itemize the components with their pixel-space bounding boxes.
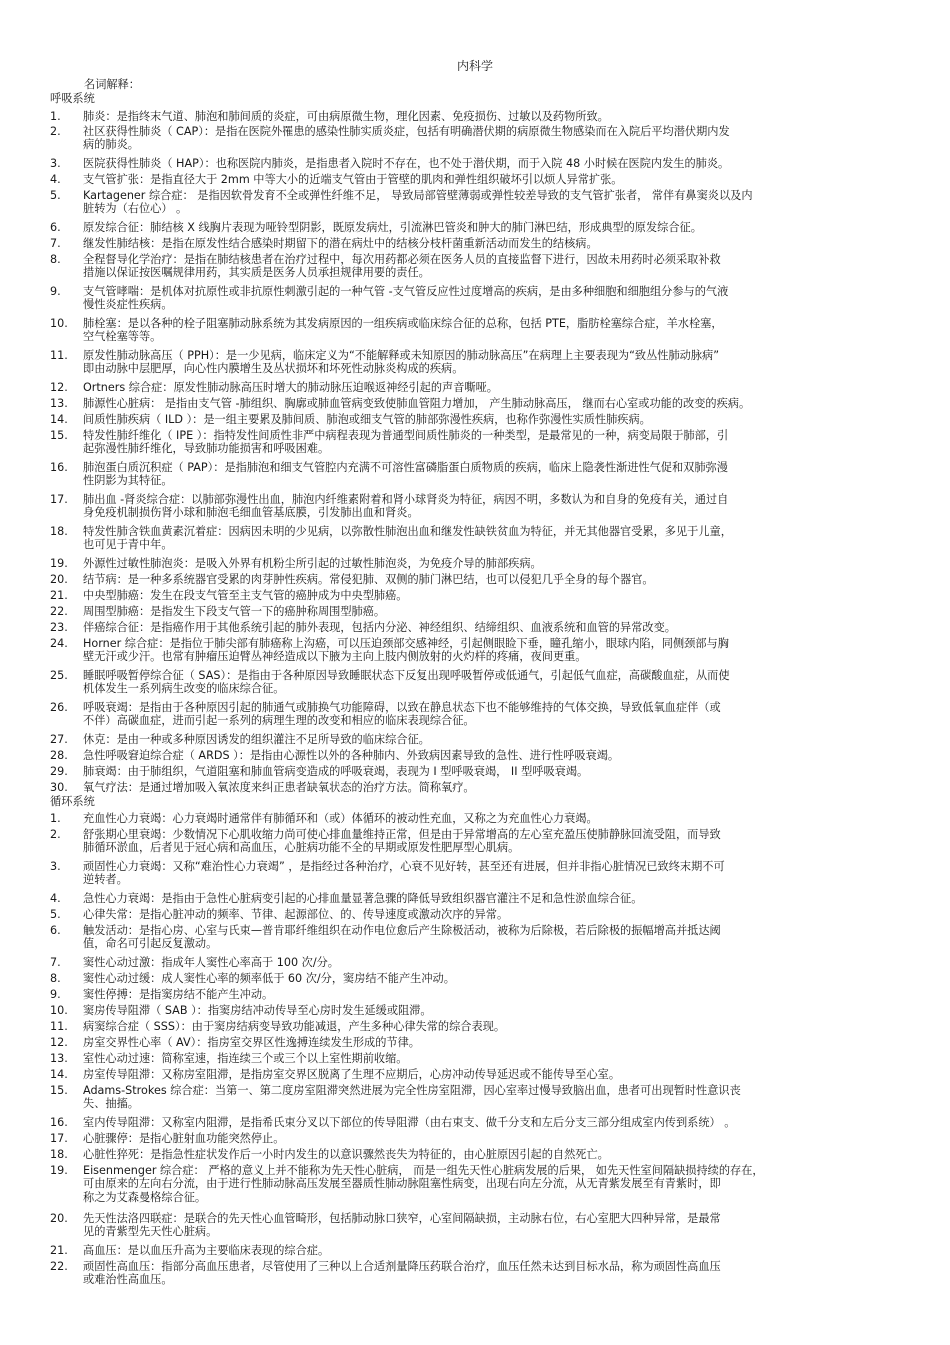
item-text-line: 心律失常：是指心脏冲动的频率、节律、起源部位、的、传导速度或激动次序的异常。 — [83, 908, 509, 921]
item-text — [83, 1068, 913, 1081]
item-text — [83, 765, 913, 778]
item-text — [83, 189, 913, 216]
item-text-line: 心脏骤停：是指心脏射血功能突然停止。 — [83, 1132, 285, 1145]
item-number: 21. — [50, 589, 68, 602]
item-text — [83, 317, 913, 344]
item-text-line: 病的肺炎。 — [83, 138, 139, 152]
item-text-line: 结节病：是一种多系统器官受累的肉芽肿性疾病。常侵犯肺、双侧的肺门淋巴结，也可以侵犯几乎全身的每个器官。 — [83, 573, 654, 586]
item-text-line: 社区获得性肺炎（ CAP）：是指在医院外罹患的感染性肺实质炎症，包括有明确潜伏期的病原微生物感染而在入院后平均潜伏期内发 — [83, 125, 730, 138]
item-text-line: 肺出血 -肾炎综合症：以肺部弥漫性出血，肺泡内纤维素附着和肾小球肾炎为特征，病因不明，多数认为和自身的免疫有关，通过自 — [83, 493, 729, 506]
item-text — [83, 812, 913, 825]
item-text-line: 呼吸衰竭：是指由于各种原因引起的肺通气或肺换气功能障碍，以致在静息状态下也不能够维持的气体交换，导致低氧血症伴（或 — [83, 701, 721, 714]
item-number: 16. — [50, 1116, 68, 1129]
item-text-line: 肺循环淤血，后者见于冠心病和高血压，心脏病功能不全的早期或原发性肥厚型心肌病。 — [83, 841, 520, 855]
document-title: 内科学 — [456, 59, 493, 73]
item-text — [83, 972, 913, 985]
item-number: 28. — [50, 749, 68, 762]
item-text-line: 起弥漫性肺纤维化，导致肺功能损害和呼吸困难。 — [83, 442, 330, 456]
item-text-line: 窦房传导阻滞（ SAB ）：指窦房结冲动传导至心房时发生延缓或阻滞。 — [83, 1004, 432, 1017]
item-text-line: 空气栓塞等等。 — [83, 330, 162, 344]
item-text-line: 机体发生一系列病生改变的临床综合征。 — [83, 682, 285, 696]
item-text-line: 肺源性心脏病： 是指由支气管 -肺组织、胸廓或肺血管病变致使肺血管阻力增加， 产生肺动脉高压， 继而右心室或功能的改变的疾病。 — [83, 397, 751, 410]
item-text-line: 氧气疗法：是通过增加吸入氧浓度来纠正患者缺氧状态的治疗方法。简称氧疗。 — [83, 781, 475, 794]
item-text — [83, 397, 913, 410]
item-text — [83, 1212, 913, 1239]
item-text — [83, 573, 913, 586]
item-text — [83, 637, 913, 664]
item-text-line: 或难治性高血压。 — [83, 1273, 173, 1287]
item-text-line: 伴癌综合征：是指癌作用于其他系统引起的肺外表现，包括内分泌、神经组织、结缔组织、血液系统和血管的异常改变。 — [83, 621, 676, 634]
item-number: 17. — [50, 1132, 68, 1145]
item-number: 17. — [50, 493, 68, 506]
item-text — [83, 237, 913, 250]
item-text — [83, 381, 913, 394]
section-heading-respiratory: 呼吸系统 — [50, 92, 95, 105]
item-text — [83, 253, 913, 280]
item-text-line: 休克：是由一种或多种原因诱发的组织灌注不足所导致的临床综合征。 — [83, 733, 430, 746]
item-number: 13. — [50, 397, 68, 410]
item-number: 3. — [50, 157, 61, 170]
item-text-line: 支气管扩张：是指直径大于 2mm 中等大小的近端支气管由于管壁的肌肉和弹性组织破坏引以烦人异常扩张。 — [83, 173, 623, 186]
item-number: 29. — [50, 765, 68, 778]
item-text-line: 措施以保证按医嘱规律用药，其实质是医务人员承担规律用要的责任。 — [83, 266, 430, 280]
item-text — [83, 1004, 913, 1017]
item-number: 23. — [50, 621, 68, 634]
item-text-line: 也可见于青中年。 — [83, 538, 173, 552]
item-text — [83, 621, 913, 634]
item-text-line: 身免疫机制损伤肾小球和肺泡毛细血管基底膜，引发肺出血和肾炎。 — [83, 506, 419, 520]
item-text-line: 室内传导阻滞：又称室内阻滞，是指希氏束分叉以下部位的传导阻滞（由右束支、做千分支和左后分支三部分组成室内传到系统） 。 — [83, 1116, 736, 1129]
item-text-line: 即由动脉中层肥厚，向心性内膜增生及丛状损坏和坏死性动脉炎构成的疾病。 — [83, 362, 464, 376]
item-number: 2. — [50, 125, 61, 138]
item-text — [83, 860, 913, 887]
item-text-line: 原发综合征：肺结核 X 线胸片表现为哑铃型阴影，既原发病灶，引流淋巴管炎和肿大的肺门淋巴结，形成典型的原发综合征。 — [83, 221, 702, 234]
item-text-line: 可由原来的左向右分流，由于进行性肺动脉高压发展至器质性肺动脉阻塞性病变，出现右向左分流，从无青紫发展至有青紫时，即 — [83, 1177, 721, 1191]
item-text-line: 慢性炎症性疾病。 — [83, 298, 173, 312]
item-number: 15. — [50, 1084, 68, 1097]
item-number: 7. — [50, 237, 61, 250]
item-number: 18. — [50, 525, 68, 538]
item-text — [83, 988, 913, 1001]
item-text-line: 周围型肺癌：是指发生下段支气管一下的癌肿称周围型肺癌。 — [83, 605, 386, 618]
intro-label: 名词解释： — [84, 78, 140, 91]
item-number: 19. — [50, 1164, 68, 1177]
item-number: 9. — [50, 285, 61, 298]
item-text-line: 特发性肺纤维化（ IPE ）：指特发性间质性非严中病程表现为普通型间质性肺炎的一种类型，是最常见的一种，病变局限于肺部，引 — [83, 429, 729, 442]
item-text-line: 性阴影为其特征。 — [83, 474, 173, 488]
item-text-line: 触发活动：是指心房、心室与氏束—普肯耶纤维组织在动作电位愈后产生除极活动，被称为后除极，若后除极的振幅增高并抵达阈 — [83, 924, 721, 937]
item-number: 21. — [50, 1244, 68, 1257]
item-text-line: 壁无汗或少汗。也常有肿瘤压迫臂丛神经造成以下腋为主向上肢内侧放射的火灼样的疼痛，夜间更重。 — [83, 650, 587, 664]
item-text — [83, 781, 913, 794]
item-text-line: 支气管哮喘：是机体对抗原性或非抗原性刺激引起的一种气管 -支气管反应性过度增高的疾病，是由多种细胞和细胞组分参与的气液 — [83, 285, 729, 298]
item-text-line: 外源性过敏性肺泡炎：是吸入外界有机粉尘所引起的过敏性肺泡炎，为免疫介导的肺部疾病。 — [83, 557, 542, 570]
item-text-line: 中央型肺癌：发生在段支气管至主支气管的癌肿成为中央型肺癌。 — [83, 589, 408, 602]
item-number: 18. — [50, 1148, 68, 1161]
item-text — [83, 557, 913, 570]
item-text — [83, 828, 913, 855]
item-text — [83, 1244, 913, 1257]
item-text-line: 继发性肺结核：是指在原发性结合感染时期留下的潜在病灶中的结核分枝杆菌重新活动而发生的结核病。 — [83, 237, 598, 250]
item-text — [83, 221, 913, 234]
item-number: 25. — [50, 669, 68, 682]
item-text — [83, 701, 913, 728]
item-text — [83, 892, 913, 905]
item-number: 13. — [50, 1052, 68, 1065]
item-text-line: 心脏性猝死：是指急性症状发作后一小时内发生的以意识骤然丧失为特征的，由心脏原因引起的自然死亡。 — [83, 1148, 609, 1161]
item-text-line: 肺栓塞：是以各种的栓子阻塞肺动脉系统为其发病原因的一组疾病或临床综合征的总称，包括 PTE，脂肪栓塞综合症，羊水栓塞， — [83, 317, 723, 330]
item-number: 4. — [50, 173, 61, 186]
item-number: 12. — [50, 381, 68, 394]
item-text — [83, 908, 913, 921]
item-text-line: 顽固性高血压：指部分高血压患者，尽管使用了三种以上合适剂量降压药联合治疗，血压任然未达到目标水品，称为顽固性高血压 — [83, 1260, 721, 1273]
item-number: 6. — [50, 924, 61, 937]
item-number: 1. — [50, 812, 61, 825]
item-text — [83, 605, 913, 618]
item-number: 10. — [50, 1004, 68, 1017]
item-number: 5. — [50, 189, 61, 202]
item-text — [83, 589, 913, 602]
item-text-line: 急性呼吸窘迫综合症（ ARDS ）：是指由心源性以外的各种肺内、外致病因素导致的急性、进行性呼吸衰竭。 — [83, 749, 620, 762]
item-text-line: 高血压：是以血压升高为主要临床表现的综合症。 — [83, 1244, 330, 1257]
item-number: 27. — [50, 733, 68, 746]
item-text-line: 脏转为（右位心） 。 — [83, 202, 188, 216]
item-text — [83, 669, 913, 696]
item-number: 8. — [50, 972, 61, 985]
item-text-line: 称之为艾森曼格综合征。 — [83, 1190, 207, 1204]
item-number: 19. — [50, 557, 68, 570]
item-number: 3. — [50, 860, 61, 873]
item-number: 12. — [50, 1036, 68, 1049]
item-number: 9. — [50, 988, 61, 1001]
item-text-line: Eisenmenger 综合症： 严格的意义上并不能称为先天性心脏病， 而是一组先天性心脏病发展的后果， 如先天性室间隔缺损持续的存在， — [83, 1164, 764, 1177]
item-text-line: 逆转者。 — [83, 873, 128, 887]
item-text — [83, 1084, 913, 1111]
item-text-line: 窦性心动过激：指成年人窦性心率高于 100 次/分。 — [83, 956, 339, 969]
item-text — [83, 1020, 913, 1033]
item-number: 15. — [50, 429, 68, 442]
item-text-line: 全程督导化学治疗：是指在肺结核患者在治疗过程中，每次用药都必须在医务人员的直接监督下进行，因故未用药时必须采取补救 — [83, 253, 721, 266]
item-text-line: 房室交界性心率（ AV）：指房室交界区性逸搏连续发生形成的节律。 — [83, 1036, 420, 1049]
item-text-line: 肺衰竭：由于肺组织，气道阻塞和肺血管病变造成的呼吸衰竭，表现为 I 型呼吸衰竭， II 型呼吸衰竭。 — [83, 765, 589, 778]
item-number: 22. — [50, 1260, 68, 1273]
item-number: 11. — [50, 349, 68, 362]
item-number: 30. — [50, 781, 68, 794]
item-text — [83, 110, 913, 123]
item-text-line: 间质性肺疾病（ ILD ）：是一组主要累及肺间质、肺泡或细支气管的肺部弥漫性疾病，也称作弥漫性实质性肺疾病。 — [83, 413, 651, 426]
item-number: 5. — [50, 908, 61, 921]
item-text — [83, 429, 913, 456]
item-text-line: 病窦综合症（ SSS）：由于窦房结病变导致功能减退，产生多种心律失常的综合表现。 — [83, 1020, 506, 1033]
item-number: 22. — [50, 605, 68, 618]
item-text-line: 医院获得性肺炎（ HAP）：也称医院内肺炎，是指患者入院时不存在，也不处于潜伏期，而于入院 48 小时候在医院内发生的肺炎。 — [83, 157, 730, 170]
item-text-line: 急性心力衰竭：是指由于急性心脏病变引起的心排血量显著急骤的降低导致组织器官灌注不足和急性淤血综合征。 — [83, 892, 643, 905]
item-text-line: 见的青紫型先天性心脏病。 — [83, 1225, 218, 1239]
section-heading-circulatory: 循环系统 — [50, 795, 95, 808]
item-text-line: 睡眠呼吸暂停综合征（ SAS）：是指由于各种原因导致睡眠状态下反复出现呼吸暂停或低通气，引起低气血症，高碳酸血症，从而使 — [83, 669, 730, 682]
item-text-line: 特发性肺含铁血黄素沉着症：因病因未明的少见病，以弥散性肺泡出血和继发性缺铁贫血为特征，并无其他器官受累，多见于儿童， — [83, 525, 732, 538]
item-text — [83, 173, 913, 186]
item-text-line: 充血性心力衰竭：心力衰竭时通常伴有肺循环和（或）体循环的被动性充血，又称之为充血性心力衰竭。 — [83, 812, 598, 825]
item-number: 14. — [50, 413, 68, 426]
item-text-line: 窦性心动过缓：成人窦性心率的频率低于 60 次/分，窦房结不能产生冲动。 — [83, 972, 455, 985]
item-text-line: 失、抽搐。 — [83, 1097, 139, 1111]
item-text — [83, 525, 913, 552]
item-number: 20. — [50, 1212, 68, 1225]
item-number: 24. — [50, 637, 68, 650]
item-number: 26. — [50, 701, 68, 714]
item-text — [83, 461, 913, 488]
item-text — [83, 493, 913, 520]
item-text-line: 值，命名可引起反复激动。 — [83, 937, 218, 951]
item-text — [83, 1148, 913, 1161]
item-text — [83, 924, 913, 951]
item-text-line: 房室传导阻滞：又称房室阻滞，是指房室交界区脱离了生理不应期后，心房冲动传导延迟或不能传导至心室。 — [83, 1068, 621, 1081]
item-text — [83, 1132, 913, 1145]
item-text-line: 窦性停搏：是指窦房结不能产生冲动。 — [83, 988, 274, 1001]
item-text-line: 舒张期心里衰竭：少数情况下心肌收缩力尚可使心排血量维持正常，但是由于异常增高的左心室充盈压使肺静脉回流受阻，而导致 — [83, 828, 721, 841]
item-number: 7. — [50, 956, 61, 969]
item-number: 8. — [50, 253, 61, 266]
item-number: 20. — [50, 573, 68, 586]
item-number: 10. — [50, 317, 68, 330]
item-number: 1. — [50, 110, 61, 123]
item-text — [83, 1116, 913, 1129]
item-text — [83, 349, 913, 376]
item-text-line: 肺炎：是指终末气道、肺泡和肺间质的炎症，可由病原微生物，理化因素、免疫损伤、过敏以及药物所致。 — [83, 110, 609, 123]
item-text — [83, 1052, 913, 1065]
item-text — [83, 157, 913, 170]
item-text — [83, 749, 913, 762]
item-text — [83, 956, 913, 969]
item-text-line: 原发性肺动脉高压（ PPH）：是一少见病，临床定义为“不能解释或未知原因的肺动脉高压”在病理上主要表现为“致丛性肺动脉病” — [83, 349, 719, 362]
item-text-line: Kartagener 综合症： 是指因软骨发育不全或弹性纤维不足， 导致局部管壁薄弱或弹性较差导致的支气管扩张者， 常伴有鼻窦炎以及内 — [83, 189, 753, 202]
item-text — [83, 1260, 913, 1287]
item-text-line: Ortners 综合症：原发性肺动脉高压时增大的肺动脉压迫喉返神经引起的声音嘶哑。 — [83, 381, 498, 394]
item-text-line: 不伴）高碳血症，进而引起一系列的病理生理的改变和相应的临床表现综合征。 — [83, 714, 475, 728]
item-number: 14. — [50, 1068, 68, 1081]
item-text — [83, 1036, 913, 1049]
item-text — [83, 285, 913, 312]
item-text — [83, 125, 913, 152]
item-text-line: Horner 综合症：是指位于肺尖部有肺癌称上沟癌，可以压迫颈部交感神经，引起侧眼睑下垂，瞳孔缩小，眼球内陷，同侧颈部与胸 — [83, 637, 729, 650]
item-text-line: 肺泡蛋白质沉积症（ PAP）：是指肺泡和细支气管腔内充满不可溶性富磷脂蛋白质物质的疾病，临床上隐袭性渐进性气促和双肺弥漫 — [83, 461, 728, 474]
item-number: 16. — [50, 461, 68, 474]
item-text — [83, 733, 913, 746]
item-text — [83, 1164, 913, 1204]
item-text-line: Adams-Strokes 综合症：当第一、第二度房室阻滞突然进展为完全性房室阻滞，因心室率过慢导致脑出血，患者可出现暂时性意识丧 — [83, 1084, 741, 1097]
item-number: 4. — [50, 892, 61, 905]
item-text-line: 先天性法洛四联症：是联合的先天性心血管畸形，包括肺动脉口狭窄，心室间隔缺损，主动脉右位，右心室肥大四种异常，是最常 — [83, 1212, 721, 1225]
item-text — [83, 413, 913, 426]
item-text-line: 顽固性心力衰竭：又称“难治性心力衰竭” ，是指经过各种治疗，心衰不见好转，甚至还有进展，但并非指心脏情况已致终末期不可 — [83, 860, 725, 873]
item-text-line: 室性心动过速：简称室速，指连续三个或三个以上室性期前收缩。 — [83, 1052, 408, 1065]
item-number: 11. — [50, 1020, 68, 1033]
item-number: 2. — [50, 828, 61, 841]
item-number: 6. — [50, 221, 61, 234]
